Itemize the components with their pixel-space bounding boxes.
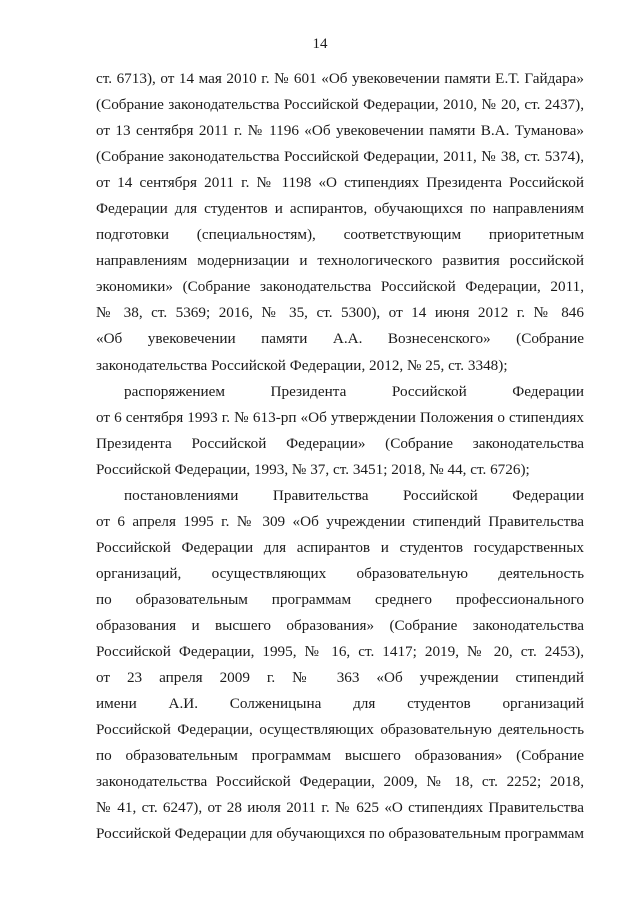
- text-line: законодательства Российской Федерации, 2012, № 25, ст. 3348);: [96, 356, 508, 374]
- paragraph-first-line: распоряжением Президента Российской Федерации: [124, 382, 584, 400]
- text-line: образования и высшего образования» (Собрание законодательства: [96, 616, 584, 634]
- text-line: (Собрание законодательства Российской Федерации, 2010, № 20, ст. 2437),: [96, 96, 584, 114]
- text-line: организаций, осуществляющих образовательную деятельность: [96, 564, 584, 582]
- text-line: от 6 апреля 1995 г. № 309 «Об учреждении стипендий Правительства: [96, 512, 584, 530]
- text-line: подготовки (специальностям), соответствующим приоритетным: [96, 226, 584, 244]
- text-line: имени А.И. Солженицына для студентов организаций: [96, 695, 584, 713]
- text-line: от 14 сентября 2011 г. № 1198 «О стипендиях Президента Российской: [96, 174, 584, 192]
- body-text: [96, 66, 584, 847]
- text-line: Российской Федерации, 1995, № 16, ст. 1417; 2019, № 20, ст. 2453),: [96, 643, 584, 661]
- paragraph-first-line: постановлениями Правительства Российской Федерации: [124, 486, 584, 504]
- text-line: от 23 апреля 2009 г. № 363 «Об учреждении стипендий: [96, 669, 584, 687]
- text-line: (Собрание законодательства Российской Федерации, 2011, № 38, ст. 5374),: [96, 148, 584, 166]
- page-number: 14: [312, 36, 328, 52]
- text-line: от 13 сентября 2011 г. № 1196 «Об увековечении памяти В.А. Туманова»: [96, 122, 584, 140]
- text-line: Российской Федерации, осуществляющих образовательную деятельность: [96, 721, 584, 739]
- text-line: Президента Российской Федерации» (Собрание законодательства: [96, 434, 584, 452]
- text-line: по образовательным программам высшего образования» (Собрание: [96, 747, 584, 765]
- text-line: направлениям модернизации и технологического развития российской: [96, 252, 584, 270]
- text-line: Российской Федерации для аспирантов и студентов государственных: [96, 538, 584, 556]
- text-line: Российской Федерации, 1993, № 37, ст. 3451; 2018, № 44, ст. 6726);: [96, 460, 530, 478]
- text-line: законодательства Российской Федерации, 2009, № 18, ст. 2252; 2018,: [96, 773, 584, 791]
- text-line: Российской Федерации для обучающихся по образовательным программам: [96, 825, 584, 843]
- text-line: от 6 сентября 1993 г. № 613-рп «Об утверждении Положения о стипендиях: [96, 408, 584, 426]
- text-line: № 41, ст. 6247), от 28 июля 2011 г. № 625 «О стипендиях Правительства: [96, 799, 584, 817]
- text-line: № 38, ст. 5369; 2016, № 35, ст. 5300), от 14 июня 2012 г. № 846: [96, 304, 584, 322]
- text-line: ст. 6713), от 14 мая 2010 г. № 601 «Об увековечении памяти Е.Т. Гайдара»: [96, 70, 584, 87]
- text-line: по образовательным программам среднего профессионального: [96, 590, 584, 608]
- text-line: экономики» (Собрание законодательства Российской Федерации, 2011,: [96, 278, 584, 296]
- text-line: Федерации для студентов и аспирантов, обучающихся по направлениям: [96, 200, 584, 218]
- text-line: «Об увековечении памяти А.А. Вознесенского» (Собрание: [96, 330, 584, 348]
